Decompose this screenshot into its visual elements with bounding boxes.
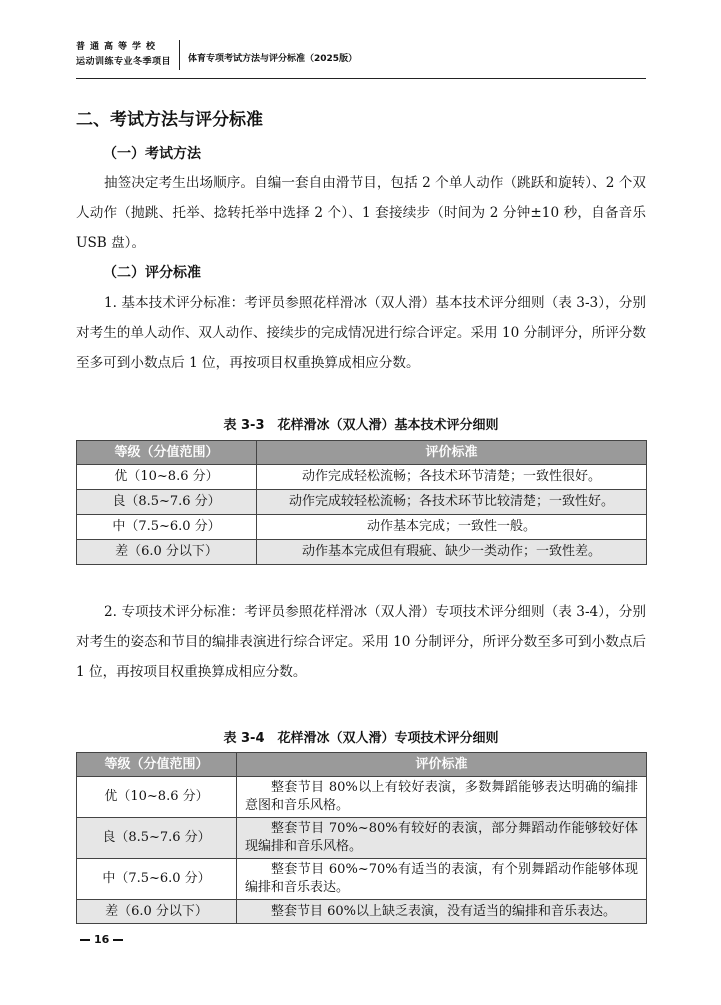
dash-right	[113, 939, 123, 941]
table-row	[77, 859, 647, 900]
table-3-4-header-grade: 等级（分值范围）	[77, 753, 237, 777]
criteria-cell: 动作完成轻松流畅；各技术环节清楚；一致性很好。	[257, 465, 647, 490]
table-3-4-header-row	[77, 753, 647, 777]
page-footer	[76, 933, 127, 946]
section-title: 二、考试方法与评分标准	[76, 110, 263, 130]
table-3-3-header-grade: 等级（分值范围）	[77, 441, 257, 465]
table-3-3	[76, 440, 647, 565]
header-school-line: 普通高等学校	[76, 42, 161, 52]
running-header	[76, 40, 357, 70]
header-program-line: 运动训练专业冬季项目	[76, 57, 172, 67]
criteria-paragraph-1: 1. 基本技术评分标准：考评员参照花样滑冰（双人滑）基本技术评分细则（表 3-3），分别对考生的单人动作、双人动作、接续步的完成情况进行综合评定。采用 10 分制评分，所评分数至多可到小数点后 1 位，再按项目权重换算成相应分数。	[76, 295, 646, 371]
table-row	[77, 818, 647, 859]
dash-left	[80, 939, 90, 941]
grade-cell: 中（7.5~6.0 分）	[77, 859, 237, 900]
criteria-cell: 动作基本完成但有瑕疵、缺少一类动作；一致性差。	[257, 540, 647, 565]
table-row	[77, 900, 647, 924]
grade-cell: 差（6.0 分以下）	[77, 540, 257, 565]
table-3-4-caption: 表 3-4 花样滑冰（双人滑）专项技术评分细则	[223, 731, 499, 746]
table-row	[77, 540, 647, 565]
grade-cell: 优（10~8.6 分）	[77, 465, 257, 490]
header-divider	[76, 78, 646, 79]
grade-cell: 良（8.5~7.6 分）	[77, 818, 237, 859]
table-3-4	[76, 752, 647, 924]
criteria-cell: 动作基本完成；一致性一般。	[257, 515, 647, 540]
table-row	[77, 777, 647, 818]
grade-cell: 优（10~8.6 分）	[77, 777, 237, 818]
header-left-block	[76, 40, 180, 70]
table-3-3-header-criteria: 评价标准	[257, 441, 647, 465]
table-row	[77, 465, 647, 490]
table-row	[77, 515, 647, 540]
page-number: 16	[94, 933, 110, 946]
criteria-cell: 整套节目 80%以上有较好表演，多数舞蹈能够表达明确的编排意图和音乐风格。	[237, 777, 647, 818]
method-heading: （一）考试方法	[103, 146, 201, 162]
grade-cell: 差（6.0 分以下）	[77, 900, 237, 924]
table-3-3-header-row	[77, 441, 647, 465]
criteria-heading: （二）评分标准	[103, 265, 201, 281]
criteria-cell: 整套节目 60%以上缺乏表演，没有适当的编排和音乐表达。	[237, 900, 647, 924]
table-row	[77, 490, 647, 515]
grade-cell: 中（7.5~6.0 分）	[77, 515, 257, 540]
criteria-cell: 整套节目 70%~80%有较好的表演，部分舞蹈动作能够较好体现编排和音乐风格。	[237, 818, 647, 859]
criteria-cell: 整套节目 60%~70%有适当的表演，有个别舞蹈动作能够体现编排和音乐表达。	[237, 859, 647, 900]
criteria-paragraph-2: 2. 专项技术评分标准：考评员参照花样滑冰（双人滑）专项技术评分细则（表 3-4），分别对考生的姿态和节目的编排表演进行综合评定。采用 10 分制评分，所评分数至多可到小数点后 1 位，再按项目权重换算成相应分数。	[76, 604, 646, 680]
header-doc-title: 体育专项考试方法与评分标准（2025版）	[188, 53, 358, 64]
table-3-4-header-criteria: 评价标准	[237, 753, 647, 777]
method-paragraph: 抽签决定考生出场顺序。自编一套自由滑节目，包括 2 个单人动作（跳跃和旋转）、2 个双人动作（抛跳、托举、捻转托举中选择 2 个）、1 套接续步（时间为 2 分钟±10 秒，自备音乐 USB 盘）。	[76, 175, 646, 251]
grade-cell: 良（8.5~7.6 分）	[77, 490, 257, 515]
criteria-cell: 动作完成较轻松流畅；各技术环节比较清楚；一致性好。	[257, 490, 647, 515]
table-3-3-caption: 表 3-3 花样滑冰（双人滑）基本技术评分细则	[223, 418, 499, 433]
